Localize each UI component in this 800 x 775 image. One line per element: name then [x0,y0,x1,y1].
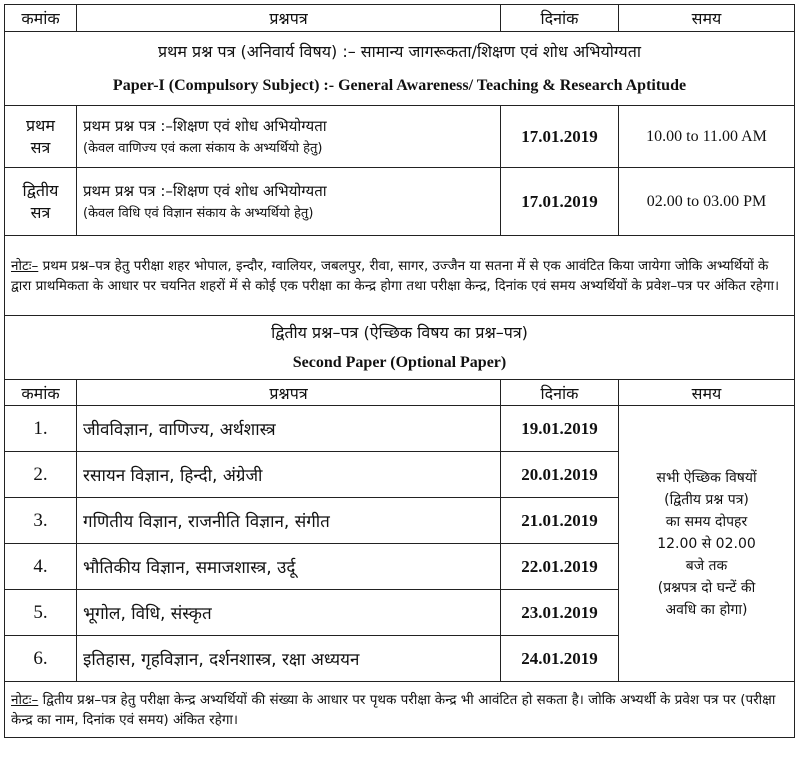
optional-time-note [619,406,795,682]
note-label: नोटः– [11,257,39,274]
note-label: नोटः– [11,691,39,708]
row-subject: भौतिकीय विज्ञान, समाजशास्त्र, उर्दू [77,544,501,590]
second-session-row [5,168,795,236]
row-sno: 1. [5,406,77,452]
header-row [5,5,795,32]
time-note-line: (द्वितीय प्रश्न पत्र) [664,491,749,508]
row-subject: भूगोल, विधि, संस्कृत [77,590,501,636]
session-line2: सत्र [30,137,51,157]
session-label [5,168,77,236]
session-line1: प्रथम [26,115,55,135]
row-sno: 2. [5,452,77,498]
second-paper-title-english: Second Paper (Optional Paper) [292,353,507,371]
row-sno: 3. [5,498,77,544]
second-paper-title [5,316,795,380]
first-paper-title [5,32,795,106]
session-time: 02.00 to 03.00 PM [619,168,795,236]
row-date: 21.01.2019 [501,498,619,544]
session-subject-title: प्रथम प्रश्न पत्र :–शिक्षण एवं शोध अभियोग्यता [83,116,327,135]
header-time: समय [619,5,795,32]
row-sno: 4. [5,544,77,590]
session-label [5,106,77,168]
second-header-row [5,380,795,406]
row-sno: 6. [5,636,77,682]
time-note-line: बजे तक [685,557,728,574]
first-paper-title-english: Paper-I (Compulsory Subject) :- General Awareness/ Teaching & Research Aptitude [112,76,687,94]
first-paper-title-row [5,32,795,106]
row-date: 20.01.2019 [501,452,619,498]
row-subject: रसायन विज्ञान, हिन्दी, अंग्रेजी [77,452,501,498]
row-date: 19.01.2019 [501,406,619,452]
note-text: प्रथम प्रश्न–पत्र हेतु परीक्षा शहर भोपाल, इन्दौर, ग्वालियर, जबलपुर, रीवा, सागर, उज्जैन या सतना में से एक आवंटित किया जायेगा जोकि अभ्यर्थियों के द्वारा प्राथमिकता के आधार पर चयनित शहरों में से कोई एक परीक्षा का केन्द्र होगा तथा परीक्षा केन्द्र, दिनांक एवं समय अभ्यर्थियों के प्रवेश–पत्र पर अंकित रहेगा। [11,257,780,294]
time-note-line: 12.00 से 02.00 [657,535,756,552]
header-paper: प्रश्नपत्र [77,380,501,406]
session-date: 17.01.2019 [501,106,619,168]
header-sno: कमांक [5,5,77,32]
header-date: दिनांक [501,5,619,32]
session-subject-title: प्रथम प्रश्न पत्र :–शिक्षण एवं शोध अभियोग्यता [83,181,327,200]
table-row [5,406,795,452]
time-note-line: अवधि का होगा) [665,601,748,618]
header-date: दिनांक [501,380,619,406]
second-paper-title-row [5,316,795,380]
row-date: 22.01.2019 [501,544,619,590]
header-time: समय [619,380,795,406]
row-date: 24.01.2019 [501,636,619,682]
session-subject [77,168,501,236]
time-note-line: (प्रश्नपत्र दो घन्टें की [657,579,756,596]
session-line2: सत्र [30,202,51,222]
header-paper: प्रश्नपत्र [77,5,501,32]
session-line1: द्वितीय [22,180,59,200]
first-paper-note [5,236,795,316]
first-session-row [5,106,795,168]
session-subject [77,106,501,168]
time-note-line: सभी ऐच्छिक विषयों [656,469,757,486]
row-subject: गणितीय विज्ञान, राजनीति विज्ञान, संगीत [77,498,501,544]
exam-schedule-table [4,4,795,738]
time-note-line: का समय दोपहर [665,513,748,530]
second-paper-title-hindi: द्वितीय प्रश्न–पत्र (ऐच्छिक विषय का प्रश्न–पत्र) [271,322,528,342]
note-text: द्वितीय प्रश्न–पत्र हेतु परीक्षा केन्द्र अभ्यर्थियों की संख्या के आधार पर पृथक परीक्षा केन्द्र भी आवंटित हो सकता है। जोकि अभ्यर्थी के प्रवेश पत्र पर (परीक्षा केन्द्र का नाम, दिनांक एवं समय) अंकित रहेगा। [11,691,776,728]
row-sno: 5. [5,590,77,636]
header-sno: कमांक [5,380,77,406]
session-subject-note: (केवल वाणिज्य एवं कला संकाय के अभ्यर्थियो हेतु) [83,140,323,156]
row-subject: इतिहास, गृहविज्ञान, दर्शनशास्त्र, रक्षा अध्ययन [77,636,501,682]
second-note-row [5,682,795,738]
row-subject: जीवविज्ञान, वाणिज्य, अर्थशास्त्र [77,406,501,452]
session-date: 17.01.2019 [501,168,619,236]
row-date: 23.01.2019 [501,590,619,636]
second-paper-note [5,682,795,738]
first-note-row [5,236,795,316]
session-subject-note: (केवल विधि एवं विज्ञान संकाय के अभ्यर्थियो हेतु) [83,205,314,221]
first-paper-title-hindi: प्रथम प्रश्न पत्र (अनिवार्य विषय) :– सामान्य जागरूकता/शिक्षण एवं शोध अभियोग्यता [158,41,641,61]
session-time: 10.00 to 11.00 AM [619,106,795,168]
